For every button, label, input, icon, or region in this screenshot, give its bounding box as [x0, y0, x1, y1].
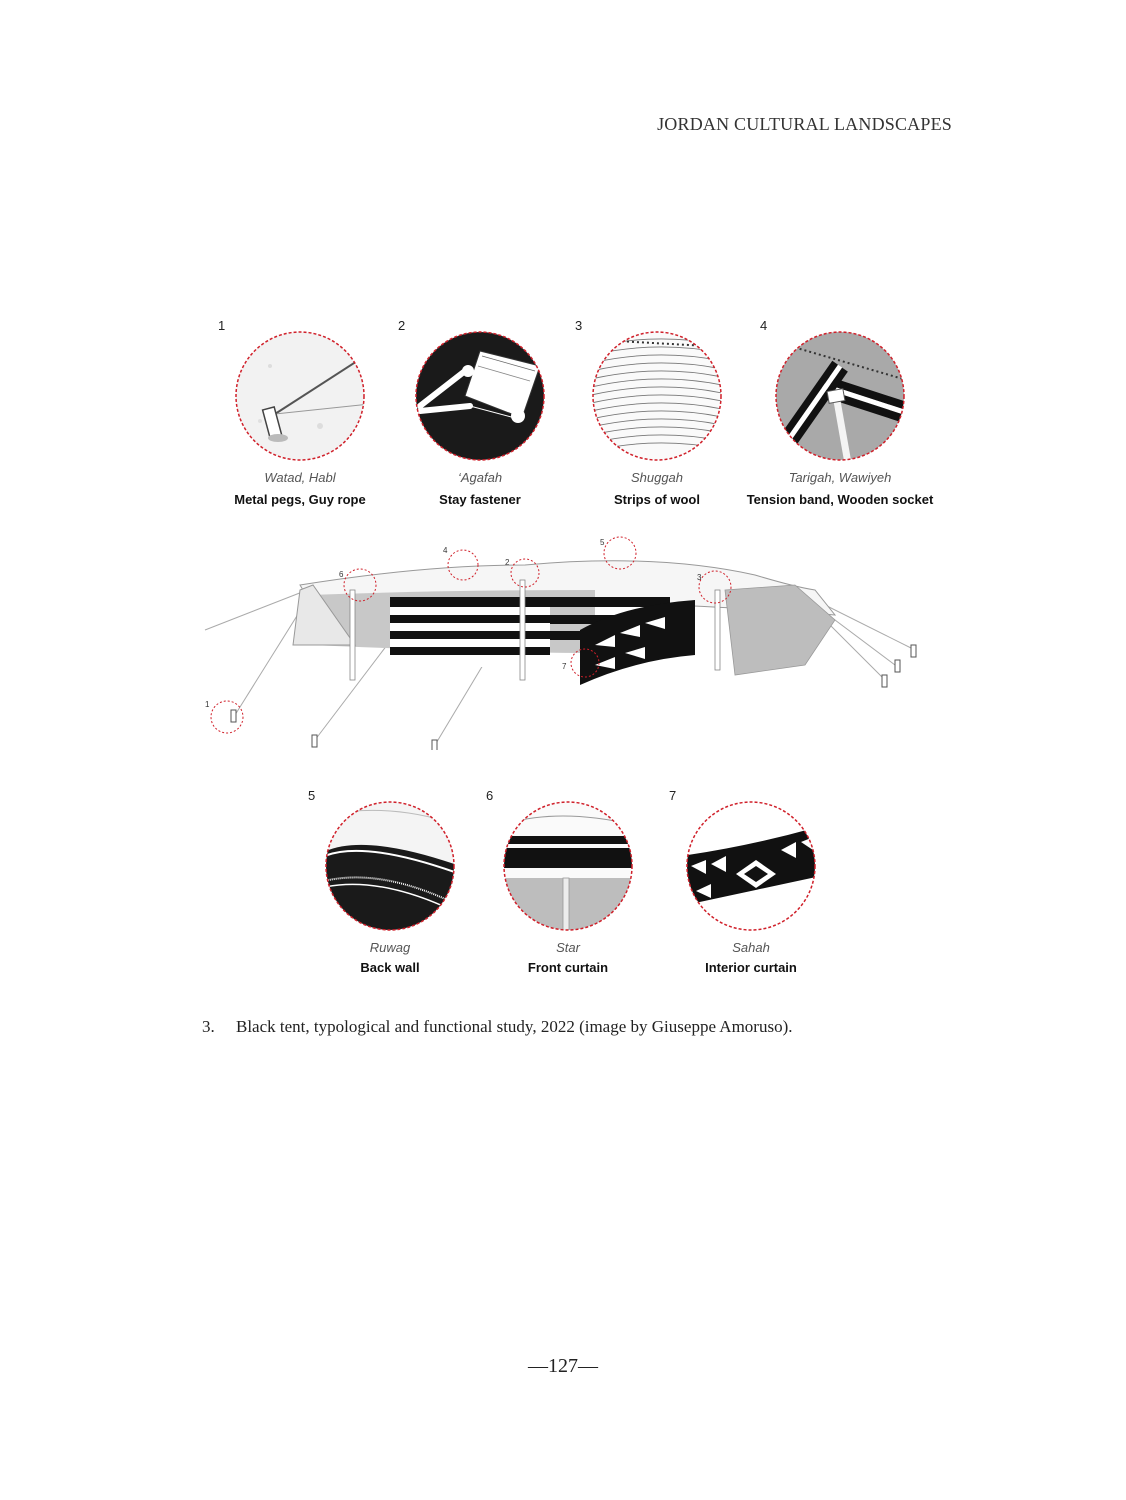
detail-gloss: Interior curtain: [705, 960, 797, 975]
detail-term: Watad, Habl: [264, 470, 336, 485]
black-tent-figure: [195, 310, 935, 990]
running-head: JORDAN CULTURAL LANDSCAPES: [657, 114, 952, 134]
back-wall-illustration: [320, 796, 460, 936]
detail-gloss: Stay fastener: [439, 492, 521, 507]
detail-number: 4: [760, 318, 768, 333]
tension-band-illustration: [770, 326, 910, 466]
detail-term: Tarigah, Wawiyeh: [788, 470, 892, 485]
tent-marker-2: 2: [505, 558, 510, 567]
detail-gloss: Back wall: [360, 960, 420, 975]
tent-overview-drawing: [195, 535, 935, 750]
tent-marker-1: 1: [205, 700, 210, 709]
tent-marker-4: 4: [443, 546, 448, 555]
page-number: —127—: [528, 1355, 598, 1377]
detail-term: Sahah: [732, 940, 770, 955]
detail-term: Star: [556, 940, 580, 955]
caption-number: 3.: [202, 1017, 215, 1036]
detail-term: ‘Agafah: [457, 470, 503, 485]
detail-term: Ruwag: [369, 940, 411, 955]
stay-fastener-illustration: [410, 326, 550, 466]
tent-marker-3: 3: [697, 573, 702, 582]
tent-marker-5: 5: [600, 538, 605, 547]
detail-gloss: Tension band, Wooden socket: [746, 492, 934, 507]
tent-marker-7: 7: [562, 662, 567, 671]
detail-term: Shuggah: [630, 470, 684, 485]
detail-number: 2: [398, 318, 406, 333]
detail-number: 7: [669, 788, 677, 803]
detail-gloss: Metal pegs, Guy rope: [234, 492, 366, 507]
figure-caption: [202, 1017, 792, 1037]
detail-number: 3: [575, 318, 583, 333]
detail-number: 1: [218, 318, 226, 333]
wool-strips-illustration: [587, 326, 727, 466]
detail-gloss: Strips of wool: [614, 492, 700, 507]
front-curtain-illustration: [498, 796, 638, 936]
tent-marker-6: 6: [339, 570, 344, 579]
detail-gloss: Front curtain: [527, 960, 609, 975]
caption-text: Black tent, typological and functional study, 2022 (image by Giuseppe Amoruso).: [236, 1017, 793, 1036]
pegs-rope-illustration: [230, 326, 370, 466]
detail-number: 5: [308, 788, 316, 803]
interior-curtain-illustration: [681, 796, 821, 936]
detail-number: 6: [486, 788, 494, 803]
